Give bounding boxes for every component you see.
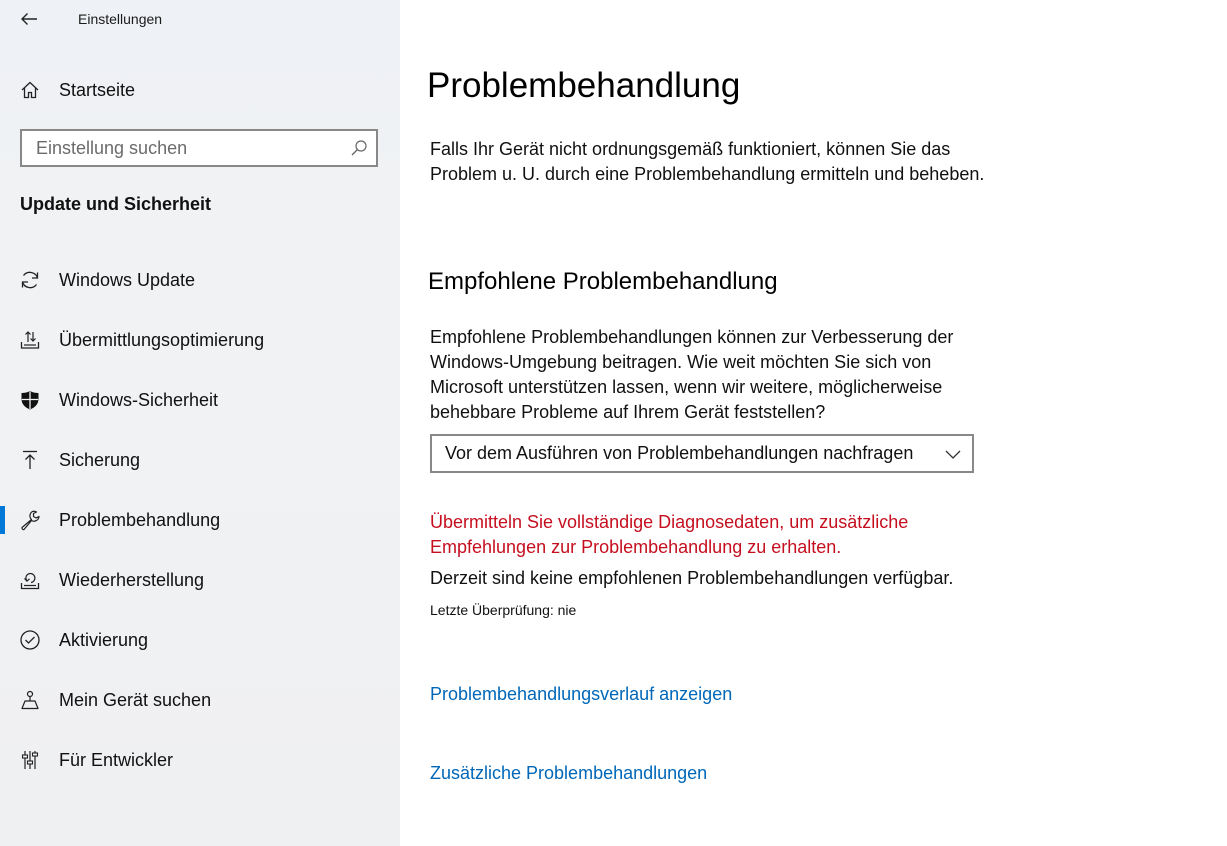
section-title: Update und Sicherheit	[20, 194, 212, 214]
back-button[interactable]	[10, 4, 48, 34]
sync-icon	[19, 269, 41, 291]
home-icon	[19, 79, 41, 101]
backup-arrow-up-icon	[19, 449, 41, 471]
find-device-icon	[19, 689, 41, 711]
sidebar-item-troubleshoot[interactable]	[0, 497, 400, 543]
recommended-status-text: Derzeit sind keine empfohlenen Problembehandlungen verfügbar.	[430, 568, 954, 588]
sidebar-item-activation[interactable]	[0, 617, 400, 663]
title-bar	[0, 0, 400, 40]
sidebar-item-label: Für Entwickler	[59, 749, 174, 770]
sidebar-home[interactable]	[0, 70, 400, 110]
recommended-troubleshoot-dropdown[interactable]	[430, 434, 974, 473]
sidebar-item-label: Wiederherstellung	[59, 569, 205, 590]
chevron-down-icon	[944, 446, 962, 462]
sidebar-item-label: Übermittlungsoptimierung	[59, 329, 265, 350]
sidebar-item-recovery[interactable]	[0, 557, 400, 603]
sidebar-home-label: Startseite	[59, 79, 136, 100]
sidebar-item-delivery-optimization[interactable]	[0, 317, 400, 363]
sidebar-item-for-developers[interactable]	[0, 737, 400, 783]
additional-troubleshooters-link[interactable]: Zusätzliche Problembehandlungen	[430, 763, 708, 783]
developer-tools-icon	[19, 749, 41, 771]
dropdown-selected-value: Vor dem Ausführen von Problembehandlungen nachfragen	[445, 443, 914, 463]
sidebar-item-windows-security[interactable]	[0, 377, 400, 423]
sidebar-item-label: Sicherung	[59, 449, 141, 470]
back-arrow-icon	[20, 12, 38, 26]
recovery-icon	[19, 569, 41, 591]
checkmark-circle-icon	[19, 629, 41, 651]
sidebar-item-backup[interactable]	[0, 437, 400, 483]
sidebar-item-label: Windows Update	[59, 269, 196, 290]
search-input[interactable]	[36, 131, 336, 165]
app-title: Einstellungen	[78, 11, 163, 27]
troubleshoot-history-link[interactable]: Problembehandlungsverlauf anzeigen	[430, 684, 733, 704]
search-icon[interactable]	[350, 139, 368, 157]
last-check-text: Letzte Überprüfung: nie	[430, 602, 577, 618]
sidebar-item-label: Problembehandlung	[59, 509, 221, 530]
sidebar-item-label: Mein Gerät suchen	[59, 689, 212, 710]
sidebar-item-label: Aktivierung	[59, 629, 149, 650]
recommended-section-title: Empfohlene Problembehandlung	[428, 268, 778, 295]
sidebar	[0, 0, 400, 846]
page-title: Problembehandlung	[427, 66, 741, 105]
search-box[interactable]	[20, 129, 378, 167]
sidebar-item-label: Windows-Sicherheit	[59, 389, 219, 410]
intro-text: Falls Ihr Gerät nicht ordnungsgemäß funktioniert, können Sie das Problem u. U. durch eine Problembehandlung ermitteln und beheben.	[430, 139, 985, 184]
sidebar-item-find-my-device[interactable]	[0, 677, 400, 723]
recommended-description: Empfohlene Problembehandlungen können zur Verbesserung der Windows-Umgebung beitragen. Wie weit möchten Sie sich von Microsoft unterstützen lassen, wenn wir weitere, möglicherweise behebbare Probleme auf Ihrem Gerät feststellen?	[430, 327, 954, 422]
wrench-icon	[19, 509, 41, 531]
delivery-optimization-icon	[19, 329, 41, 351]
main-content	[400, 0, 1227, 846]
sidebar-item-windows-update[interactable]	[0, 257, 400, 303]
diagnostic-data-warning-link[interactable]: Übermitteln Sie vollständige Diagnosedaten, um zusätzliche Empfehlungen zur Problembehandlung zu erhalten.	[430, 512, 909, 557]
shield-icon	[19, 389, 41, 411]
